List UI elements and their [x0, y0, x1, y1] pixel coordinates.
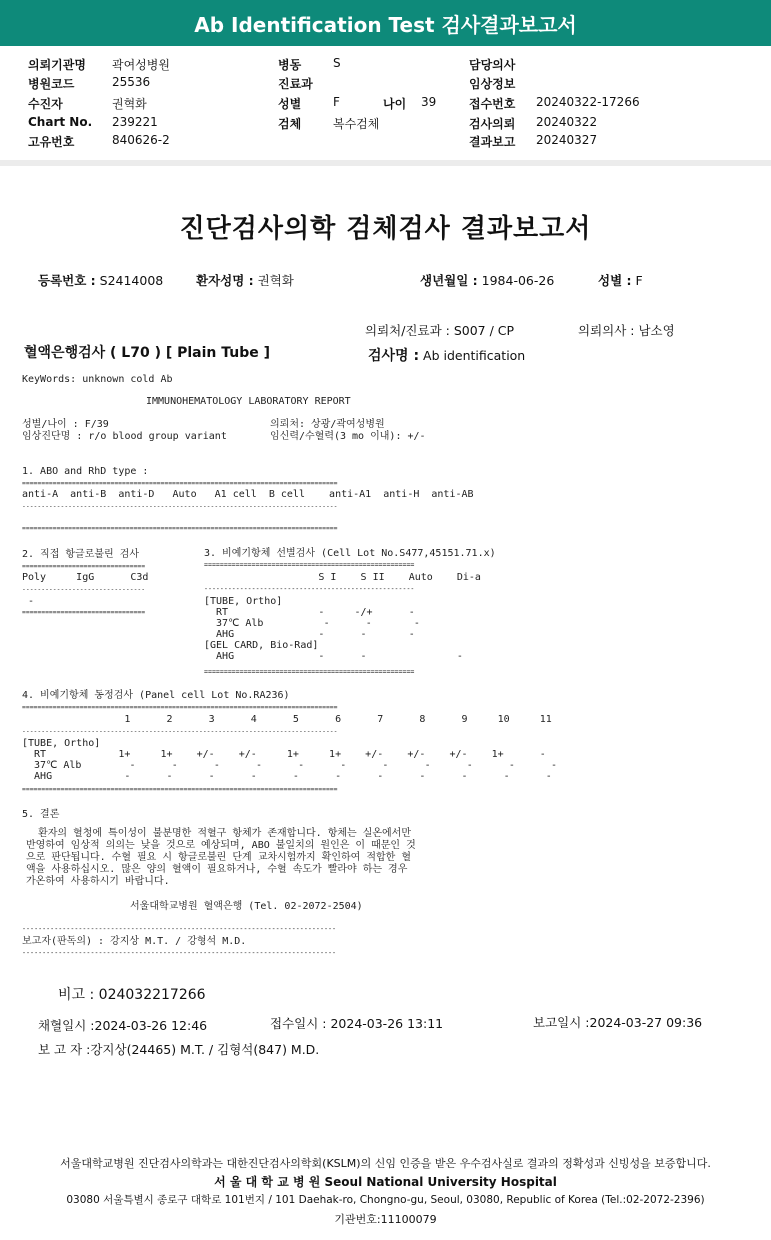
screen-rule3: ===================================================== [204, 668, 415, 676]
screen-rows: [TUBE, Ortho] RT - -/+ - 37℃ Alb - - - AHG - - - [GEL CARD, Bio-Rad] AHG - - - [204, 596, 463, 662]
dat-value: - [22, 596, 35, 607]
id-rule2: ---------------------------------------------------------------------------------- [22, 727, 338, 735]
reg-label: 등록번호 : [38, 273, 96, 288]
dat-title: 2. 직접 항글로불린 검사 [22, 549, 140, 560]
report-title: 진단검사의학 검체검사 결과보고서 [179, 214, 592, 244]
reporter-line: 보고자(판독의) : 강지상 M.T. / 강형석 M.D. [22, 936, 247, 947]
hdr-label: 결과보고 [469, 135, 516, 149]
footer-hospital: 서 울 대 학 교 병 원 Seoul National University Hospital [214, 1175, 557, 1189]
id-title: 4. 비예기항체 동정검사 (Panel cell Lot No.RA236) [22, 690, 290, 701]
hdr-value: F [333, 95, 340, 109]
sex-age: 성별/나이 : F/39 [22, 419, 109, 430]
keywords: KeyWords: unknown cold Ab [22, 374, 173, 385]
hdr-label: 진료과 [278, 77, 313, 91]
note [58, 984, 206, 1004]
test-label: 검사명 : [368, 348, 420, 364]
hdr-label: 성별 [278, 97, 302, 111]
conclusion-title: 5. 결론 [22, 809, 60, 820]
name-value: 권혁화 [257, 273, 294, 288]
birth-date [420, 271, 554, 289]
hdr-value: 20240327 [536, 133, 598, 147]
test-value: Ab identification [423, 348, 526, 363]
conclusion-text: 환자의 혈청에 특이성이 불분명한 적혈구 항체가 존재합니다. 항체는 실온에서만 반영하여 임상적 의의는 낮을 것으로 예상되며, ABO 불일치의 원인은 이 때문인 것 으로 판단됩니다. 수혈 필요 시 항글로불린 단계 교차시험까지 확인하여 적합한 혈 액을 사용하십시오. 많은 양의 혈액이 필요하거나, 수혈 속도가 빨라야 하는 경우 가온하여 사용하시기 바랍니다. [26, 828, 416, 887]
hdr-label: 검사의뢰 [469, 117, 516, 131]
dat-rule3: ================================ [22, 608, 146, 616]
id-rule3: ================================================================================== [22, 785, 338, 793]
abo-rule3: ================================================================================== [22, 524, 338, 532]
sex-value: F [635, 273, 643, 288]
hdr-label: 접수번호 [469, 97, 516, 111]
test-name [368, 345, 525, 365]
id-header: 1 2 3 4 5 6 7 8 9 10 11 [22, 714, 552, 725]
reg-value: S2414008 [99, 273, 164, 288]
hdr-value: 239221 [112, 115, 158, 129]
screen-header: S I S II Auto Di-a [204, 572, 481, 583]
name-label: 환자성명 : [196, 273, 254, 288]
sex-label: 성별 : [598, 273, 632, 288]
report-title-bar: Ab Identification Test 검사결과보고서 [0, 0, 771, 46]
note-value: 024032217266 [98, 987, 206, 1003]
hdr-value: 20240322 [536, 115, 598, 129]
hdr-value: S [333, 56, 341, 70]
screen-rule2: ----------------------------------------------------- [204, 585, 415, 593]
section-divider [0, 160, 771, 166]
abo-rule2: ---------------------------------------------------------------------------------- [22, 502, 338, 510]
test-section: 혈액은행검사 ( L70 ) [ Plain Tube ] [24, 345, 271, 361]
hdr-label: 담당의사 [469, 58, 516, 72]
reg-number [38, 271, 163, 289]
hdr-value: 복수검체 [333, 117, 380, 131]
patient-name [196, 271, 294, 289]
remarks-reporter: 보 고 자 :강지상(24465) M.T. / 김형석(847) M.D. [38, 1042, 320, 1057]
lab-report-title: IMMUNOHEMATOLOGY LABORATORY REPORT [146, 396, 351, 407]
abo-rule: ================================================================================== [22, 479, 338, 487]
dat-rule2: -------------------------------- [22, 585, 146, 593]
footer-inst-no: 기관번호:11100079 [334, 1213, 437, 1226]
screen-rule: ===================================================== [204, 561, 415, 569]
hdr-label: 검체 [278, 117, 302, 131]
screen-title: 3. 비예기항체 선별검사 (Cell Lot No.S477,45151.71.x) [204, 548, 496, 559]
hdr-label: 병동 [278, 58, 302, 72]
report-time: 보고일시 :2024-03-27 09:36 [533, 1015, 703, 1030]
note-label: 비고 : [58, 987, 95, 1003]
request-doctor: 의뢰의사 : 남소영 [578, 323, 675, 338]
receive-time: 접수일시 : 2024-03-26 13:11 [270, 1016, 444, 1031]
sign-rule2: ------------------------------------------------------------------------------ [22, 949, 337, 957]
footer-address: 03080 서울특별시 종로구 대학로 101번지 / 101 Daehak-ro, Chongno-gu, Seoul, 03080, Republic of Korea (Tel.:02-2072-2396) [66, 1194, 705, 1206]
sign-rule: ------------------------------------------------------------------------------ [22, 925, 337, 933]
footer-cert: 서울대학교병원 진단검사의학과는 대한진단검사의학회(KSLM)의 신임 인증을 받은 우수검사실로 결과의 정확성과 신빙성을 보증합니다. [60, 1157, 711, 1170]
request-dept: 의뢰처/진료과 : S007 / CP [365, 323, 515, 338]
abo-title: 1. ABO and RhD type : [22, 466, 149, 477]
dob-label: 생년월일 : [420, 273, 478, 288]
hdr-value: 25536 [112, 75, 151, 89]
hdr-label: 나이 [383, 97, 407, 111]
hdr-label: 의뢰기관명 [28, 58, 86, 72]
hdr-label: 임상정보 [469, 77, 516, 91]
referrer: 의뢰처: 상광/곽여성병원 [270, 419, 385, 430]
dat-rule: ================================ [22, 562, 146, 570]
hdr-label: Chart No. [28, 115, 93, 129]
hdr-label: 병원코드 [28, 77, 75, 91]
patient-sex [598, 271, 643, 289]
hdr-value: 840626-2 [112, 133, 170, 147]
id-rule: ================================================================================== [22, 703, 338, 711]
hdr-value: 권혁화 [112, 97, 147, 111]
pregnancy-transfusion: 임신력/수혈력(3 mo 이내): +/- [270, 431, 426, 442]
hdr-value: 곽여성병원 [112, 58, 170, 72]
hdr-value: 20240322-17266 [536, 95, 640, 109]
clinical-dx: 임상진단명 : r/o blood group variant [22, 431, 227, 442]
hdr-label: 고유번호 [28, 135, 75, 149]
dat-header: Poly IgG C3d [22, 572, 149, 583]
hdr-value: 39 [421, 95, 437, 109]
collect-time: 채혈일시 :2024-03-26 12:46 [38, 1018, 208, 1033]
dob-value: 1984-06-26 [481, 273, 555, 288]
hdr-label: 수진자 [28, 97, 63, 111]
id-rows: [TUBE, Ortho] RT 1+ 1+ +/- +/- 1+ 1+ +/- +/- +/- 1+ - 37℃ Alb - - - - - - - - - - - AHG - - - - - - - - - - - [22, 738, 558, 782]
abo-header: anti-A anti-B anti-D Auto A1 cell B cell anti-A1 anti-H anti-AB [22, 489, 474, 500]
blood-bank: 서울대학교병원 혈액은행 (Tel. 02-2072-2504) [130, 901, 363, 912]
